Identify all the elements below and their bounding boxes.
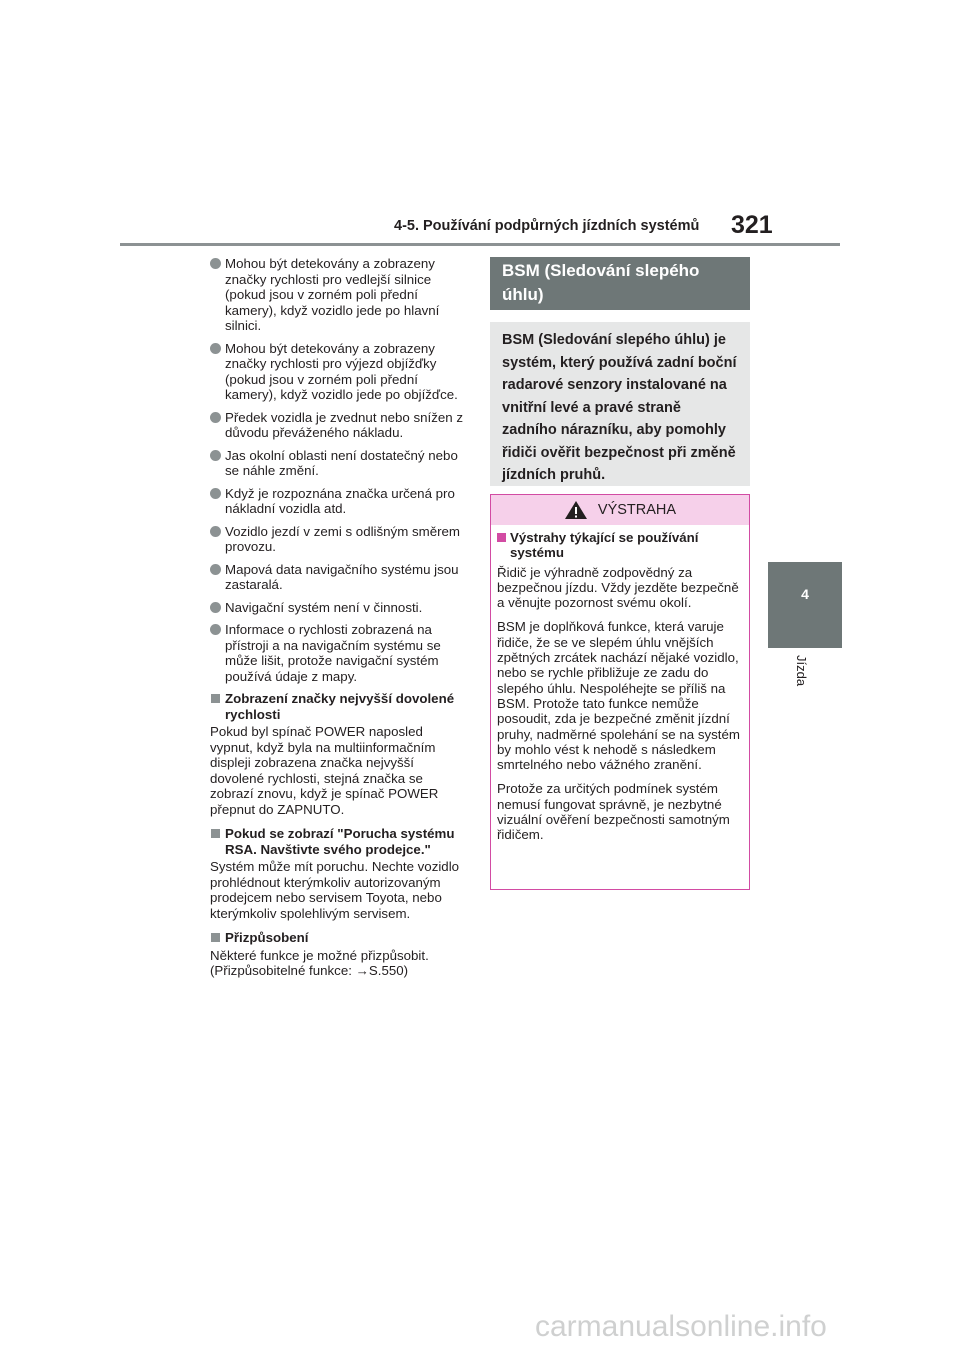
paragraph-speed-sign: Pokud byl spínač POWER naposled vypnut, když byla na multiinformačním displeji zobrazena značka nejvyšší dovolené rychlosti, stejná značka se zobrazí znovu, když je spínač POWER přepnut do ZAPNUTO.: [210, 724, 439, 817]
chapter-number: 4: [801, 586, 809, 602]
warning-paragraph: BSM je doplňková funkce, která varuje řidiče, že se ve slepém úhlu vnějších zpětných zrcátek nachází nějaké vozidlo, nebo se rychle přibližuje ze zadu do slepého úhlu. Nespoléhejte se příliš na BSM. Protože tato funkce nemůže posoudit, zda je bezpečné změnit jízdní pruhy, nadměrné spolehání se na systém by mohlo vést k nehodě s následkem smrtelného nebo vážného zranění.: [497, 619, 740, 773]
bullet-item: Mohou být detekovány a zobrazeny značky rychlosti pro výjezd objížďky (pokud jsou v zorném poli přední kamery), když vozidlo jede po objížďce.: [210, 341, 468, 403]
bullet-item: Jas okolní oblasti není dostatečný nebo se náhle změní.: [210, 448, 468, 479]
subheading-speed-sign: Zobrazení značky nejvyšší dovolené rychlosti: [210, 691, 468, 722]
bullet-item: Informace o rychlosti zobrazená na přístroji a na navigačním systému se může lišit, protože navigační systém používá údaje z mapy.: [210, 622, 468, 684]
bullet-item: Když je rozpoznána značka určená pro nákladní vozidla atd.: [210, 486, 468, 517]
warning-paragraph: Protože za určitých podmínek systém nemusí fungovat správně, je nezbytné vizuální ověření bezpečnosti samotným řidičem.: [497, 781, 730, 843]
chapter-label: Jízda: [794, 655, 809, 687]
bsm-intro-box: BSM (Sledování slepého úhlu) je systém, který používá zadní boční radarové senzory instalované na vnitřní levé a pravé straně zadního nárazníku, aby pomohly řidiči ověřit bezpečnost při změně jízdních pruhů.: [490, 322, 750, 486]
section-header-title: 4-5. Používání podpůrných jízdních systémů: [394, 218, 700, 234]
paragraph-rsa-malfunction: Systém může mít poruchu. Nechte vozidlo prohlédnout kterýmkoliv autorizovaným prodejcem nebo servisem Toyota, nebo kterýmkoliv spolehlivým servisem.: [210, 859, 460, 921]
paragraph-customization: Některé funkce je možné přizpůsobit. (Přizpůsobitelné funkce: →S.550): [210, 947, 429, 978]
bullet-item: Mohou být detekovány a zobrazeny značky rychlosti pro vedlejší silnice (pokud jsou v zorném poli přední kamery), když vozidlo jede po hlavní silnici.: [210, 256, 468, 334]
chapter-tab: [768, 562, 842, 648]
bullet-item: Navigační systém není v činnosti.: [210, 600, 468, 616]
subheading-rsa-malfunction: Pokud se zobrazí "Porucha systému RSA. Navštivte svého prodejce.": [210, 826, 468, 857]
warning-title: VÝSTRAHA: [597, 502, 677, 518]
subheading-customization: Přizpůsobení: [210, 930, 468, 946]
bsm-section-title: BSM (Sledování slepého úhlu): [490, 257, 750, 310]
warning-paragraph: Řidič je výhradně zodpovědný za bezpečnou jízdu. Vždy jezděte bezpečně a věnujte pozornost svému okolí.: [497, 564, 739, 611]
warning-subheading: Výstrahy týkající se používání systému: [497, 530, 741, 561]
warning-body: [491, 525, 749, 843]
bullet-item: Vozidlo jezdí v zemi s odlišným směrem provozu.: [210, 524, 468, 555]
bullet-item: Předek vozidla je zvednut nebo snížen z důvodu převáženého nákladu.: [210, 410, 468, 441]
warning-box: [490, 494, 750, 890]
header-divider: [120, 243, 840, 246]
bullet-item: Mapová data navigačního systému jsou zastaralá.: [210, 562, 468, 593]
page-number: 321: [731, 211, 773, 239]
watermark: carmanualsonline.info: [535, 1310, 827, 1343]
left-column: [210, 256, 468, 988]
warning-triangle-icon: [564, 500, 588, 520]
warning-header: [491, 495, 749, 525]
